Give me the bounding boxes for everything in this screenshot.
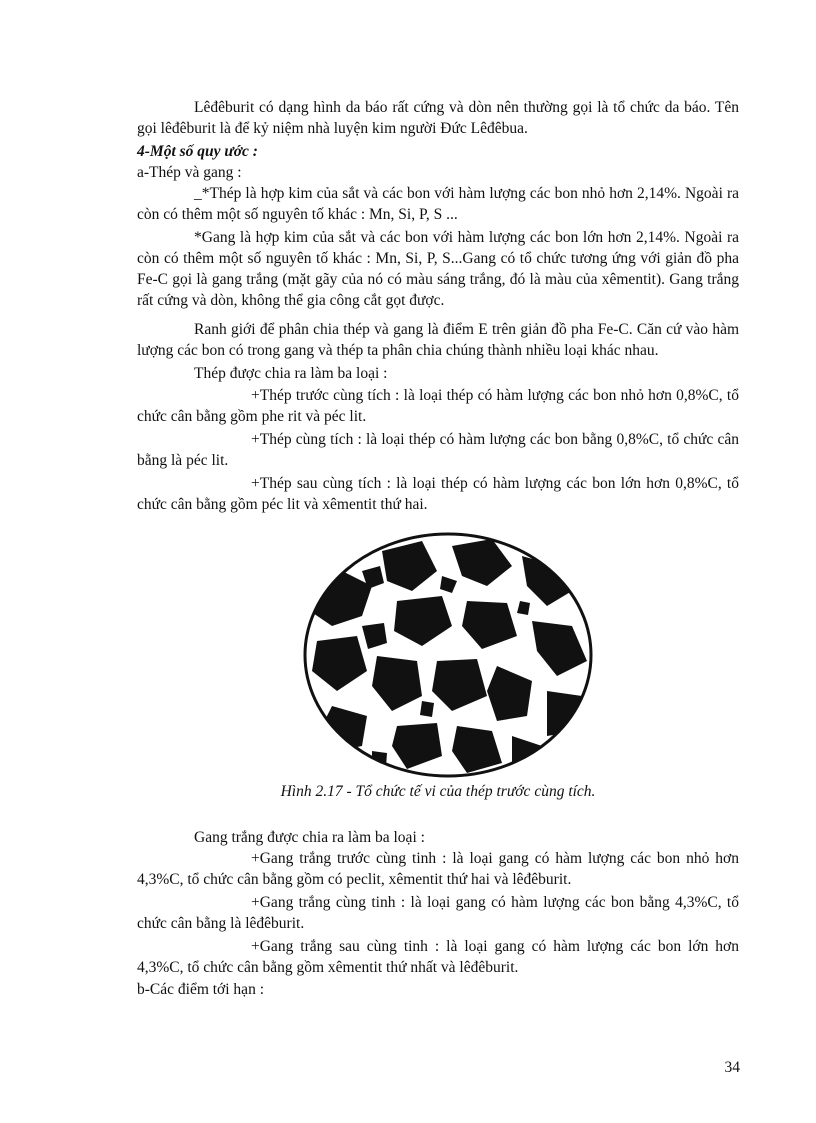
steel-hypereutectoid: +Thép sau cùng tích : là loại thép có hàm lượng các bon lớn hơn 0,8%C, tổ chức cân bằng gồm péc lit và xêmentit thứ hai. xyxy=(137,475,739,513)
steel-eutectoid: +Thép cùng tích : là loại thép có hàm lượng các bon bằng 0,8%C, tổ chức cân bằng là péc lit. xyxy=(137,431,739,469)
figure-caption: Hình 2.17 - Tổ chức tế vi của thép trước cùng tích. xyxy=(280,783,596,800)
paragraph-boundary: Ranh giới để phân chia thép và gang là điểm E trên giản đồ pha Fe-C. Căn cứ vào hàm lượng các bon có trong gang và thép ta phân chia chúng thành nhiều loại khác nhau. xyxy=(137,321,739,359)
subheading-a: a-Thép và gang : xyxy=(137,164,242,181)
steel-hypoeutectoid: +Thép trước cùng tích : là loại thép có hàm lượng các bon nhỏ hơn 0,8%C, tổ chức cân bằng gồm phe rit và péc lit. xyxy=(137,387,739,425)
page-number: 34 xyxy=(724,1059,740,1076)
paragraph-castiron-definition: *Gang là hợp kim của sắt và các bon với hàm lượng các bon lớn hơn 2,14%. Ngoài ra còn có thêm một số nguyên tố khác : Mn, Si, P, S...Gang có tổ chức tương ứng với giản đồ pha Fe-C gọi là gang trắng (mặt gãy của nó có màu sáng trắng, đó là màu của xêmentit). Gang trắng rất cứng và dòn, không thể gia công cắt gọt được. xyxy=(137,229,739,309)
paragraph-steel-definition: _*Thép là hợp kim của sắt và các bon với hàm lượng các bon nhỏ hơn 2,14%. Ngoài ra còn có thêm một số nguyên tố khác : Mn, Si, P, S ... xyxy=(137,185,739,223)
white-iron-eutectic: +Gang trắng cùng tinh : là loại gang có hàm lượng các bon bằng 4,3%C, tổ chức cân bằng là lêđêburit. xyxy=(137,894,739,932)
paragraph-ledeburite: Lêđêburit có dạng hình da báo rất cứng và dòn nên thường gọi là tổ chức da báo. Tên gọi lêđêburit là để kỷ niệm nhà luyện kim người Đức Lêđêbua. xyxy=(137,99,739,137)
steel-types-intro: Thép được chia ra làm ba loại : xyxy=(194,365,388,382)
microstructure-micrograph xyxy=(302,531,594,779)
white-iron-hypoeutectic: +Gang trắng trước cùng tinh : là loại gang có hàm lượng các bon nhỏ hơn 4,3%C, tổ chức cân bằng gồm có peclit, xêmentit thứ hai và lêđêburit. xyxy=(137,850,739,888)
white-iron-hypereutectic: +Gang trắng sau cùng tinh : là loại gang có hàm lượng các bon lớn hơn 4,3%C, tổ chức cân bằng gồm xêmentit thứ nhất và lêđêburit. xyxy=(137,938,739,976)
white-iron-intro: Gang trắng được chia ra làm ba loại : xyxy=(194,829,425,846)
section-heading: 4-Một số quy ước : xyxy=(137,143,258,160)
subheading-b: b-Các điểm tới hạn : xyxy=(137,981,264,998)
